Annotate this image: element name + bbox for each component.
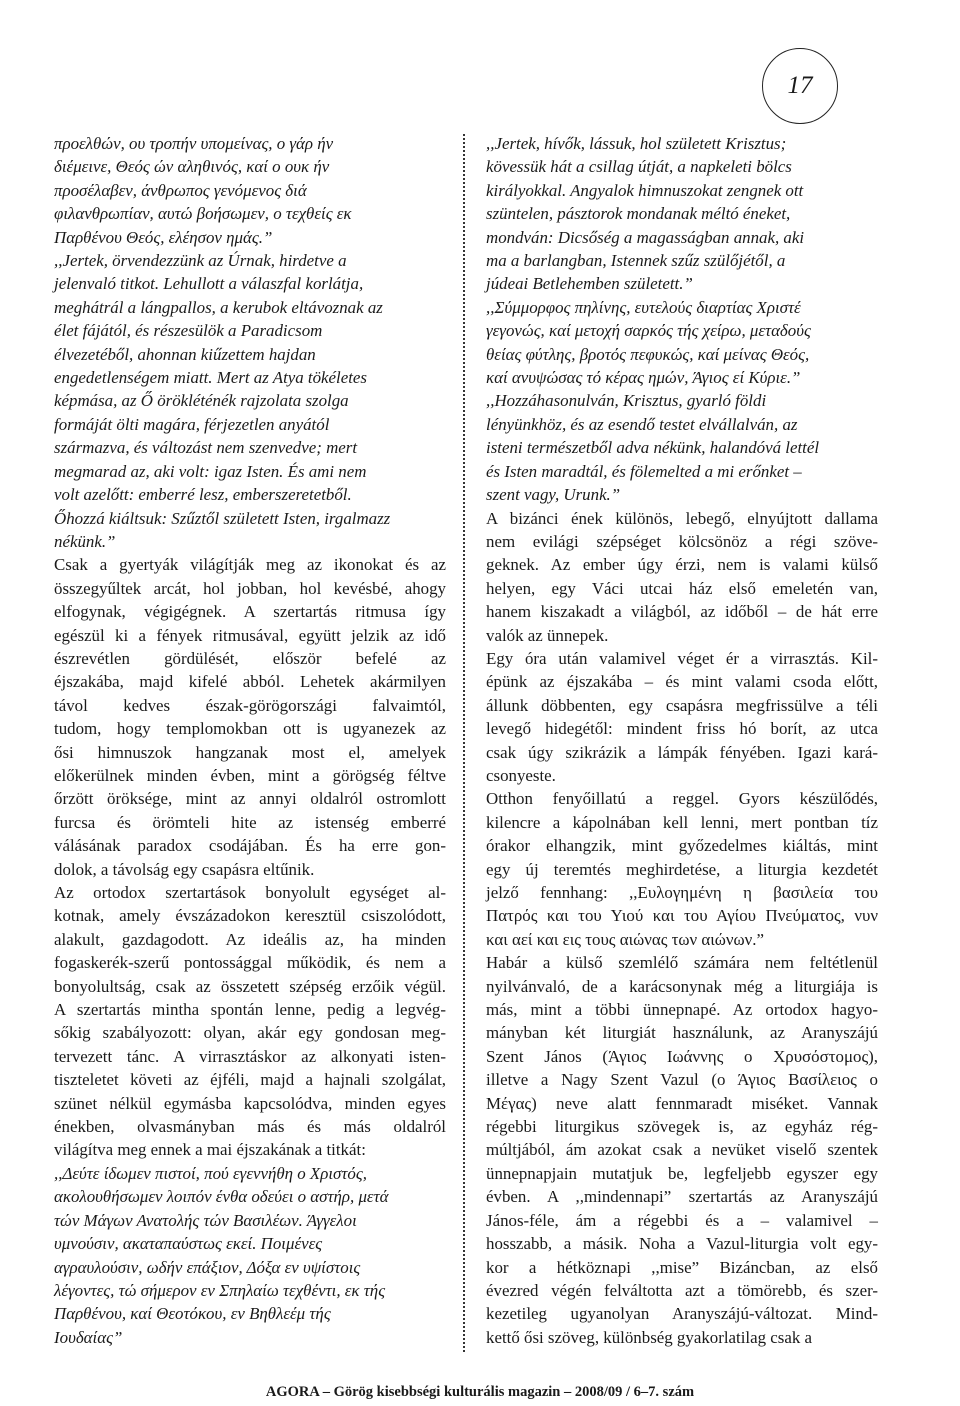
- text-line: και αεί και εις τους αιώνας των αιώνων.”: [486, 929, 765, 949]
- paragraph: [486, 787, 878, 951]
- page-number: 17: [762, 48, 838, 124]
- text-line: mányban két liturgiát használunk, az Aranyszájú: [486, 1023, 878, 1043]
- text-line: tervezett tánc. A virrasztáskor az alkonyati isten-: [54, 1046, 446, 1066]
- text-line: nyilvánvaló, de a karácsonynak még a liturgiája is: [486, 976, 878, 996]
- footer: AGORA – Görög kisebbségi kulturális magazin – 2008/09 / 6–7. szám: [265, 1384, 695, 1400]
- paragraph: [54, 132, 446, 249]
- text-line: válásának paradox csodájában. És ha erre gon-: [54, 836, 446, 856]
- text-line: ,,Jertek, hívők, lássuk, hol született Krisztus;: [486, 134, 787, 153]
- text-line: távol kedves észak-görögországi falvaimtól,: [54, 695, 446, 715]
- text-line: kor a hétköznapi ,,mise” Bizáncban, az első: [486, 1257, 878, 1277]
- text-line: nékünk.”: [54, 531, 116, 551]
- text-line: προελθών, ου τροπήν υπομείνας, ο γάρ ήν: [54, 134, 334, 153]
- text-line: kövessük hát a csillag útját, a napkeleti bölcs: [486, 157, 792, 177]
- text-line: Egy óra után valamivel véget ér a virrasztás. Kil-: [486, 648, 878, 668]
- text-line: alakult, gazdagodott. Az ideális az, ha minden: [54, 929, 446, 949]
- text-line: ,,Δεύτε ίδωμεν πιστοί, πού εγεννήθη ο Χριστός,: [54, 1163, 367, 1183]
- text-line: A bizánci ének különös, lebegő, elnyújtott dallama: [486, 508, 878, 528]
- text-line: ,,Σύμμορφος πηλίνης, ευτελούς διαρτίας Χριστέ: [486, 297, 801, 317]
- paragraph: [54, 249, 446, 553]
- text-line: élet fájától, és részesülök a Paradicsom: [54, 321, 323, 341]
- text-line: órakor elhangzik, mint győzedelmes kiáltás, mint: [486, 836, 878, 856]
- text-line: szünet nélkül egymásba kapcsolódva, minden egyes: [54, 1093, 446, 1113]
- text-line: valók az ünnepek.: [486, 625, 609, 645]
- text-line: éjszakába, majd kifelé abból. Lehetek akármilyen: [54, 672, 446, 692]
- text-line: meghátrál a lángpallos, a kerubok eltávoznak az: [54, 297, 383, 317]
- text-line: ακολουθήσωμεν λοιπόν ένθα οδεύει ο αστήρ, μετά: [54, 1187, 389, 1207]
- text-line: καί ανυψώσας τό κέρας ημών, Άγιος εί Κύριε.”: [486, 368, 801, 388]
- text-line: engedetlenségem miatt. Mert az Atya tökéletes: [54, 368, 368, 388]
- text-line: jelenvaló titkot. Lehullott a válaszfal korlátja,: [54, 274, 364, 294]
- text-line: összegyűltek arcát, hol jobban, hol kevésbé, ahogy: [54, 578, 446, 598]
- text-line: Παρθένου Θεός, ελέησον ημάς.”: [54, 227, 273, 247]
- column-divider: [463, 134, 465, 1352]
- text-line: προσέλαβεν, άνθρωπος γενόμενος διά: [54, 180, 307, 200]
- text-line: élvezetéből, ahonnan kiűzettem hajdan: [54, 344, 316, 364]
- text-line: őrzött öröksége, mint az annyi oldalról ostromlott: [54, 789, 446, 809]
- left-column: [54, 132, 446, 1349]
- text-line: világítva meg ennek a mai éjszakának a titkát:: [54, 1140, 366, 1160]
- text-line: ,,Hozzáhasonulván, Krisztus, gyarló földi: [486, 391, 767, 411]
- text-line: λέγοντες, τώ σήμερον εν Σπηλαίω τεχθέντι, εκ τής: [54, 1280, 386, 1300]
- text-line: Habár a külső szemlélő számára nem feltétlenül: [486, 953, 878, 973]
- text-line: más, mint a többi ünnepnapé. Az ortodox hagyo-: [486, 1000, 878, 1020]
- text-line: αγραυλούσιν, ωδήν επάξιον, Δόξα εν υψίστοις: [54, 1257, 361, 1277]
- text-line: királyokkal. Angyalok himnuszokat zengnek ott: [486, 180, 804, 200]
- text-line: kilencre a kápolnában kell lenni, mert pontban tíz: [486, 812, 878, 832]
- text-line: sőkig szabályozott: olyan, akár egy gondosan meg-: [54, 1023, 446, 1043]
- text-line: levegő hidegétől: mindent friss hó borít, az utca: [486, 719, 878, 739]
- text-line: egészül ki a fények ritmusával, együtt jelzik az idő: [54, 625, 446, 645]
- text-line: jelző fennhang: ,,Ευλογημένη η βασιλεία του: [486, 883, 878, 902]
- text-line: előkerülnek minden évben, mint a görögség féltve: [54, 765, 446, 785]
- text-line: Παρθένου, καί Θεοτόκου, εν Βηθλεέμ τής: [54, 1304, 331, 1324]
- paragraph: [486, 951, 878, 1349]
- text-line: megmarad az, aki volt: igaz Isten. És ami nem: [54, 461, 367, 481]
- text-line: helyen, egy Váci utcai ház első emeletén van,: [486, 578, 878, 598]
- text-line: tiszteletet követi az éjféli, majd a hajnali szolgálat,: [54, 1070, 446, 1090]
- text-line: geknek. Az ember úgy érzi, nem is valami külső: [486, 555, 878, 575]
- paragraph: [486, 647, 878, 787]
- text-line: volt azelőtt: emberré lesz, emberszeretetből.: [54, 485, 352, 505]
- text-line: elfogynak, végigégnek. A szertartás ritmusa így: [54, 602, 446, 622]
- text-line: szent vagy, Urunk.”: [486, 485, 621, 505]
- text-line: kotnak, amely évszázadokon keresztül csiszolódott,: [54, 906, 446, 926]
- text-line: isteni természetből adva nékünk, halandóvá lettél: [486, 438, 820, 458]
- text-line: évben. A ,,mindennapi” szertartás az Aranyszájú: [486, 1187, 878, 1207]
- text-line: γεγονώς, καί μετοχή σαρκός τής χείρω, μεταδούς: [486, 321, 811, 341]
- text-line: hanem kiszakadt a világból, az időből – de hát erre: [486, 602, 878, 622]
- text-line: szüntelen, pásztorok mondanak méltó éneket,: [486, 204, 791, 224]
- text-line: észrevétlen gördülését, először befelé az: [54, 648, 446, 668]
- text-line: tudom, hogy templomokban ott is ugyanezek az: [54, 719, 446, 739]
- paragraph: [486, 389, 878, 506]
- text-line: Πατρός και του Υιού και του Αγίου Πνεύματος, νυν: [486, 906, 878, 926]
- text-line: fogaskerék-szerű pontossággal működik, és nem a: [54, 953, 446, 973]
- text-line: származva, és változást nem szenvedve; mert: [54, 438, 358, 458]
- text-line: egy új teremtés meghirdetése, a liturgia kezdetét: [486, 859, 878, 879]
- paragraph: [54, 553, 446, 881]
- text-line: τών Μάγων Ανατολής τών Βασιλέων. Άγγελοι: [54, 1210, 357, 1230]
- text-line: Az ortodox szertartások bonyolult egységet al-: [54, 883, 446, 902]
- text-line: A szertartás mintha spontán lenne, pedig a legvég-: [54, 1000, 446, 1020]
- text-line: dolok, a távolság egy csapásra eltűnik.: [54, 859, 315, 879]
- text-line: kezetileg ugyanolyan Aranyszájú-változat. Mind-: [486, 1304, 878, 1324]
- paragraph: [486, 132, 878, 296]
- text-line: mondván: Dicsőség a magasságban annak, aki: [486, 227, 805, 247]
- paragraph: [486, 507, 878, 647]
- text-line: kettő ősi szöveg, különbség gyakorlatilag csak a: [486, 1327, 813, 1347]
- text-line: ,,Jertek, örvendezzünk az Úrnak, hirdetve a: [54, 251, 347, 271]
- right-column: [486, 132, 878, 1349]
- text-line: régebbi liturgikus szövegek is, az egyház rég-: [486, 1117, 878, 1137]
- text-line: ma a barlangban, Istennek szűz szülőjétől, a: [486, 251, 786, 271]
- text-line: épünk az éjszakába – és mint valami csoda előtt,: [486, 672, 878, 692]
- text-line: nem evilági szépséget kölcsönöz a régi szöve-: [486, 531, 878, 551]
- text-line: Μέγας) neve alatt fennmaradt miséket. Vannak: [486, 1093, 878, 1113]
- text-line: múltjából, ám azokat csak a nevüket viselő szentek: [486, 1140, 878, 1160]
- text-line: lényünkhöz, és az esendő testet elvállalván, az: [486, 414, 798, 434]
- text-line: διέμεινε, Θεός ών αληθινός, καί ο ουκ ήν: [54, 157, 330, 177]
- text-line: bonyolultság, csak az összetett szépség erzőik végül.: [54, 976, 446, 996]
- paragraph: [486, 296, 878, 390]
- text-line: csonyeste.: [486, 765, 556, 785]
- text-line: ősi himnuszok hangzanak most el, amelyek: [54, 742, 446, 762]
- paragraph: [54, 1162, 446, 1349]
- text-line: Otthon fenyőillatú a reggel. Gyors készülődés,: [486, 789, 878, 809]
- text-line: υμνούσιν, ακαταπαύστως εκεί. Ποιμένες: [54, 1234, 323, 1254]
- text-line: Szent János (Άγιος Ιωάννης ο Χρυσόστομος),: [486, 1046, 878, 1066]
- text-line: képmása, az Ő örökléténék rajzolata szolga: [54, 391, 349, 411]
- text-line: hosszabb, a másik. Noha a Vazul-liturgia volt egy-: [486, 1234, 878, 1254]
- text-line: csak úgy szikrázik a lámpák fényében. Igazi kará-: [486, 742, 878, 762]
- text-line: φιλανθρωπίαν, αυτώ βοήσωμεν, ο τεχθείς εκ: [54, 204, 352, 224]
- text-line: illetve a Nagy Szent Vazul (ο Άγιος Βασίλειος ο: [486, 1070, 878, 1090]
- text-line: furcsa és örömteli hite az istenség emberré: [54, 812, 446, 832]
- text-line: állunk döbbenten, egy csapásra megfrissülve a téli: [486, 695, 878, 715]
- text-line: és Isten maradtál, és fölemelted a mi erőnket –: [486, 461, 802, 481]
- text-line: évezred végén felváltotta azt a tömörebb, és szer-: [486, 1280, 878, 1300]
- text-line: θείας φύτλης, βροτός πεφυκώς, καί μείνας Θεός,: [486, 344, 810, 364]
- text-line: Csak a gyertyák világítják meg az ikonokat és az: [54, 555, 446, 575]
- text-line: János-féle, ám a régebbi és a – valamivel –: [486, 1210, 878, 1230]
- text-line: ünnepnapjain mutatjuk be, legfeljebb egyszer egy: [486, 1163, 878, 1183]
- text-line: júdeai Betlehemben született.”: [486, 274, 693, 294]
- text-line: formáját ölti magára, férjezetlen anyától: [54, 414, 330, 434]
- text-line: Őhozzá kiáltsuk: Szűztől született Isten, irgalmazz: [54, 508, 391, 528]
- paragraph: [54, 881, 446, 1162]
- text-line: Ιουδαίας”: [54, 1327, 123, 1347]
- text-line: énekben, olvasmányban más és más oldalról: [54, 1117, 446, 1137]
